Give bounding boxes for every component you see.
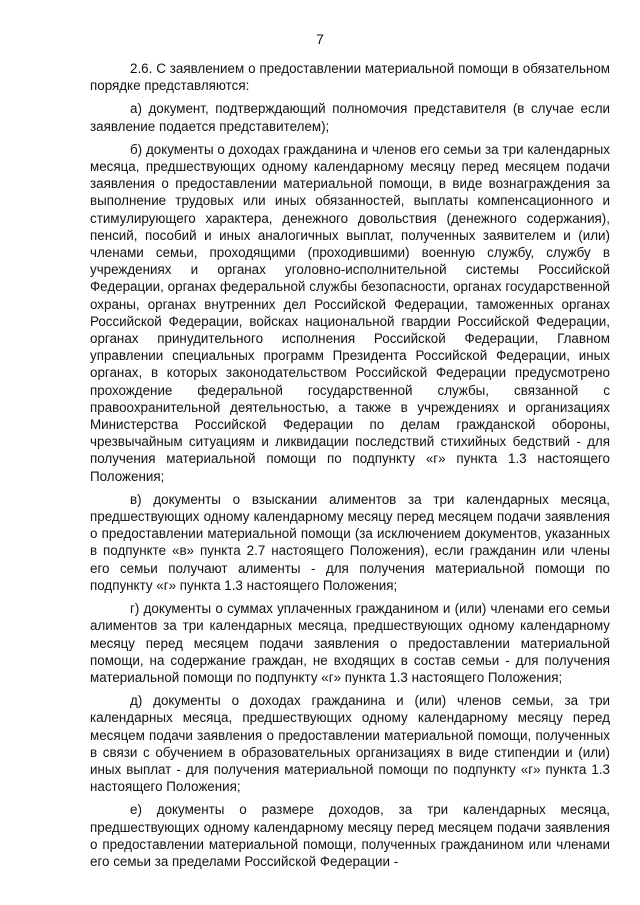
paragraph-item-e: е) документы о размере доходов, за три календарных месяца, предшествующих одному календарному месяцу перед месяцем подачи заявления о предоставлении материальной помощи, полученных гражданином или членами его семьи за пределами Российской Федерации - <box>90 802 610 869</box>
paragraph-item-b: б) документы о доходах гражданина и членов его семьи за три календарных месяца, предшествующих одному календарному месяцу перед месяцем подачи заявления о предоставлении материальной помощи, в виде вознаграждения за выполнение трудовых или иных обязанностей, выплаты компенсационного и стимулирующего характера, денежного довольствия (денежного содержания), пенсий, пособий и иных аналогичных выплат, полученных заявителем и (или) членами семьи, проходящими (проходившими) военную службу, службу в учреждениях и органах уголовно-исполнительной системы Российской Федерации, органах федеральной службы безопасности, органах государственной охраны, органах внутренних дел Российской Федерации, таможенных органах Российской Федерации, войсках национальной гвардии Российской Федерации, органах принудительного исполнения Российской Федерации, Главном управлении специальных программ Президента Российской Федерации, иных органах, в которых законодательством Российской Федерации предусмотрено прохождение федеральной государственной службы, связанной с правоохранительной деятельностью, а также в учреждениях и организациях Министерства Российской Федерации по делам гражданской обороны, чрезвычайным ситуациям и ликвидации последствий стихийных бедствий - для получения материальной помощи по подпункту «г» пункта 1.3 настоящего Положения; <box>90 141 610 484</box>
paragraph-item-a: а) документ, подтверждающий полномочия представителя (в случае если заявление подается представителем); <box>90 101 610 134</box>
page-number: 7 <box>316 31 324 47</box>
paragraph-2-6: 2.6. С заявлением о предоставлении материальной помощи в обязательном порядке представляются: <box>90 61 610 94</box>
paragraph-item-g: г) документы о суммах уплаченных гражданином и (или) членами его семьи алиментов за три календарных месяца, предшествующих одному календарному месяцу перед месяцем подачи заявления о предоставлении материальной помощи, на содержание граждан, не входящих в состав семьи - для получения материальной помощи по подпункту «г» пункта 1.3 настоящего Положения; <box>90 601 610 685</box>
paragraph-item-v: в) документы о взыскании алиментов за три календарных месяца, предшествующих одному календарному месяцу перед месяцем подачи заявления о предоставлении материальной помощи (за исключением документов, указанных в подпункте «в» пункта 2.7 настоящего Положения), если гражданин или члены его семьи получают алименты - для получения материальной помощи по подпункту «г» пункта 1.3 настоящего Положения; <box>90 491 610 593</box>
paragraph-item-d: д) документы о доходах гражданина и (или) членов семьи, за три календарных месяца, предшествующих одному календарному месяцу перед месяцем подачи заявления о предоставлении материальной помощи, полученных в связи с обучением в образовательных организациях в виде стипендии и (или) иных выплат - для получения материальной помощи по подпункту «г» пункта 1.3 настоящего Положения; <box>90 693 610 795</box>
document-body <box>90 60 610 870</box>
